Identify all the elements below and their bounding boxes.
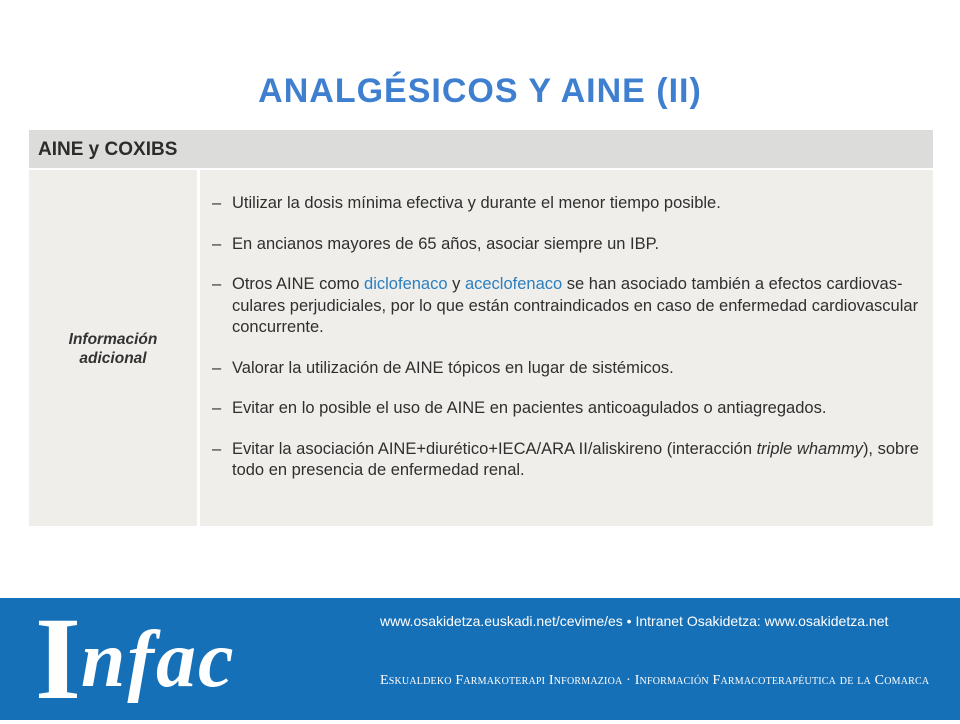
table-header (29, 130, 933, 168)
logo-rest: nfac (80, 616, 236, 704)
bullet-item (212, 234, 924, 256)
dash-marker: – (212, 399, 222, 417)
slide-title: ANALGÉSICOS Y AINE (II) (258, 72, 702, 110)
dash-marker: – (212, 439, 222, 458)
dash-marker: – (212, 358, 222, 377)
bullet-text-mid: y (447, 275, 465, 293)
bullet-text-post: se han asociado también a efectos cardiovas-culares perjudiciales, por lo que están contraindicados en caso de enfermedad cardiovascular concurrente. (232, 275, 919, 336)
footer-banner (0, 593, 960, 724)
drug-link-aceclofenaco: aceclofenaco (464, 275, 563, 293)
dash-marker: – (212, 194, 222, 212)
bullet-text-pre: Otros AINE como (232, 275, 365, 293)
bullet-text: Utilizar la dosis mínima efectiva y durante el menor tiempo posible. (232, 194, 721, 212)
bullet-text: En ancianos mayores de 65 años, asociar siempre un IBP. (232, 234, 660, 253)
bullet-item (212, 358, 924, 380)
bullet-text-italic: triple whammy (756, 439, 863, 458)
bullet-item (212, 398, 924, 420)
table-header-label: AINE y COXIBS (38, 139, 178, 160)
bullet-text-post: ), sobre todo en presencia de enfermedad renal. (232, 439, 919, 479)
content-cell (200, 170, 933, 526)
bullet-list (212, 193, 924, 501)
infac-logo (35, 593, 236, 724)
bullet-text: Evitar en lo posible el uso de AINE en pacientes anticoagulados o antiagregados. (232, 399, 827, 417)
row-label-line1: Información (68, 331, 158, 348)
info-table (29, 130, 933, 528)
row-label-line2: adicional (79, 350, 147, 367)
drug-link-diclofenaco: diclofenaco (364, 275, 448, 293)
footer-tagline: Eskualdeko Farmakoterapi Informazioa · Información Farmacoterapéutica de la Comarca (380, 673, 930, 688)
logo-initial: I (35, 593, 81, 724)
row-label-cell (29, 170, 197, 526)
bullet-text-pre: Evitar la asociación AINE+diurético+IECA/ARA II/aliskireno (interacción (232, 439, 757, 458)
dash-marker: – (212, 275, 222, 293)
row-label (29, 330, 197, 368)
dash-marker: – (212, 234, 222, 253)
bullet-item (212, 274, 924, 339)
footer-url-line: www.osakidetza.euskadi.net/cevime/es • Intranet Osakidetza: www.osakidetza.net (380, 613, 889, 629)
bullet-item (212, 193, 924, 215)
bullet-item (212, 439, 924, 482)
bullet-text: Valorar la utilización de AINE tópicos en lugar de sistémicos. (232, 358, 674, 377)
